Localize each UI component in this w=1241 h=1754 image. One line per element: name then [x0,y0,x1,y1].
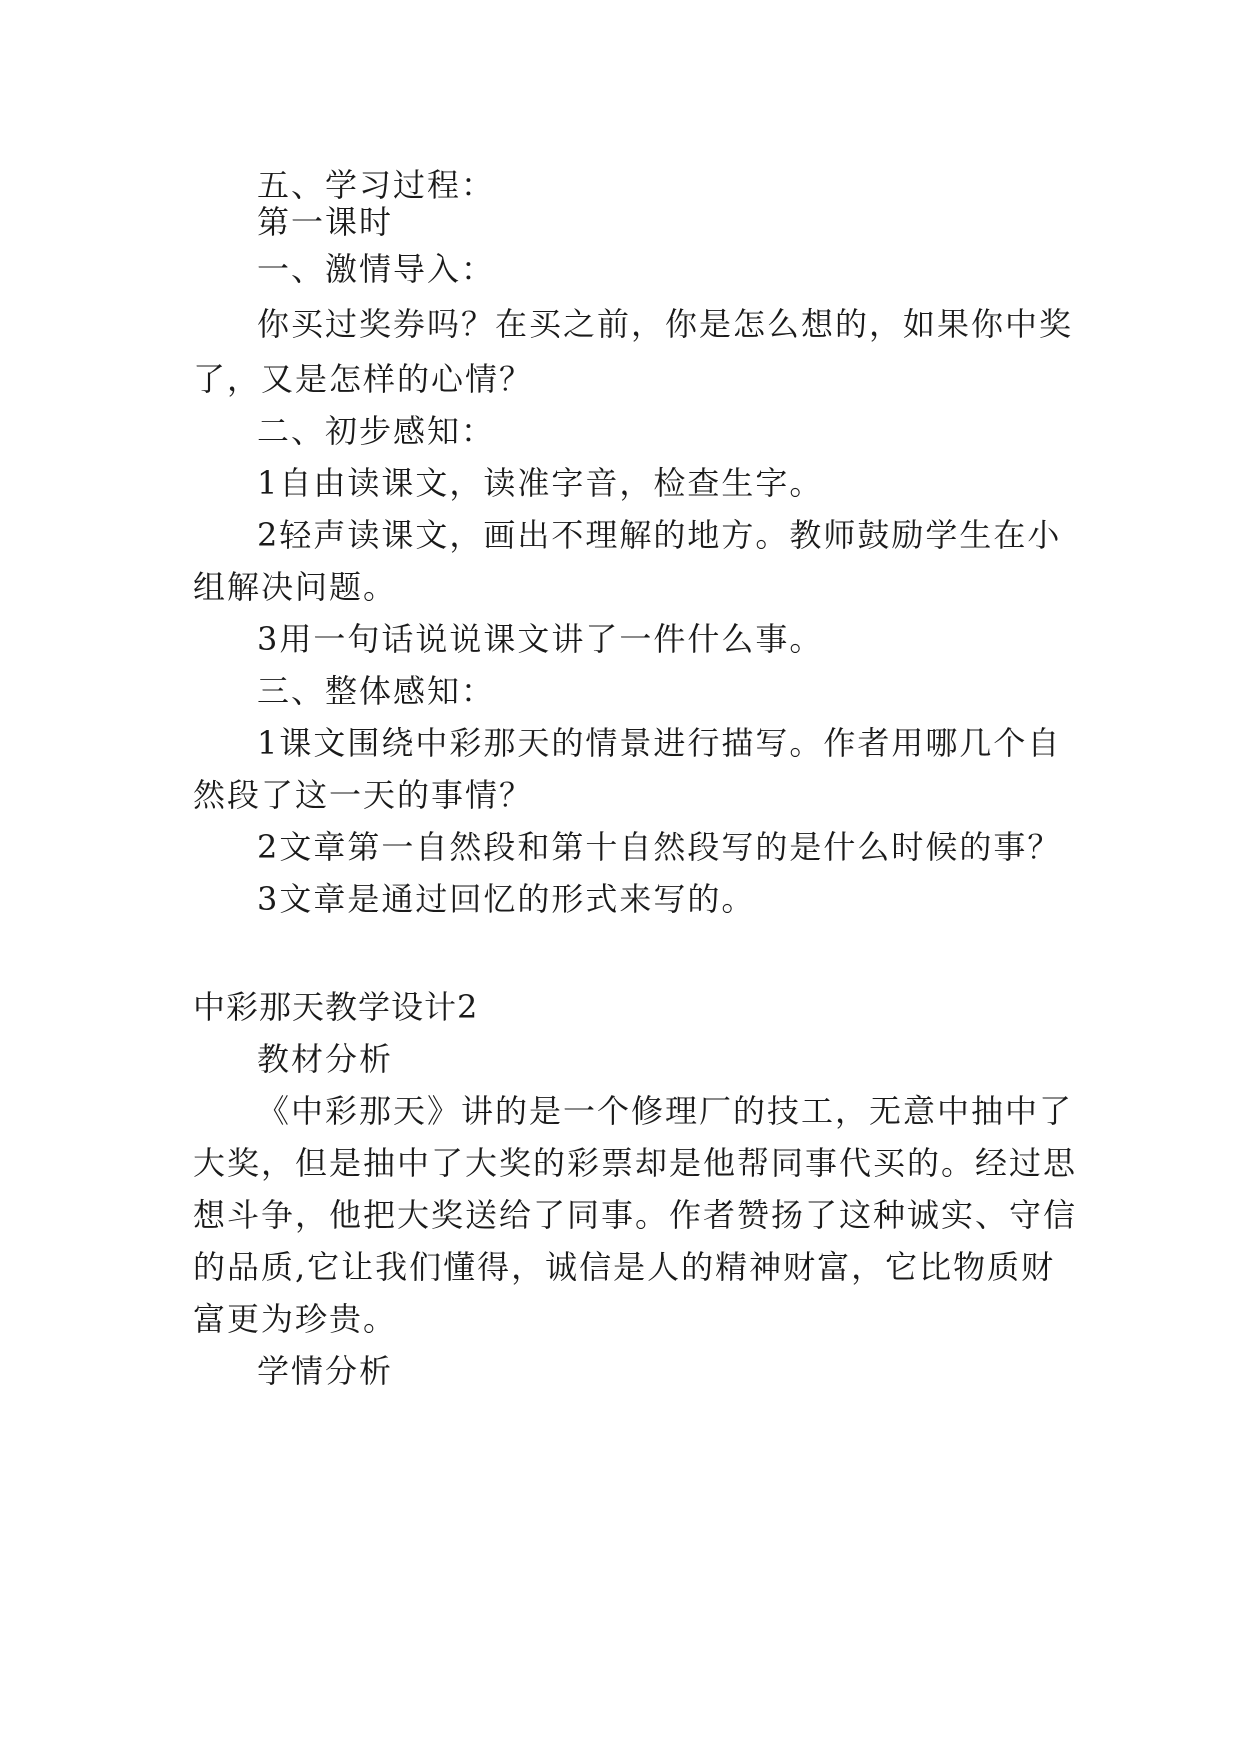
perceive-item-2-line-2: 组解决问题。 [193,568,398,606]
student-analysis-heading: 学情分析 [257,1352,394,1390]
textbook-paragraph-line-4: 的品质,它让我们懂得，诚信是人的精神财富，它比物质财 [193,1248,1056,1286]
perceive-heading: 二、初步感知： [257,412,496,450]
overall-item-2: 2文章第一自然段和第十自然段写的是什么时候的事？ [257,828,1062,866]
overall-item-1-line-1: 1课文围绕中彩那天的情景进行描写。作者用哪几个自 [257,724,1062,762]
overall-heading: 三、整体感知： [257,672,496,710]
textbook-paragraph-line-2: 大奖，但是抽中了大奖的彩票却是他帮同事代买的。经过思 [193,1144,1078,1182]
overall-item-3: 3文章是通过回忆的形式来写的。 [257,880,756,918]
design-2-title: 中彩那天教学设计2 [193,988,479,1026]
intro-paragraph-line-1: 你买过奖券吗？在买之前，你是怎么想的，如果你中奖 [257,305,1074,343]
textbook-paragraph-line-1: 《中彩那天》讲的是一个修理厂的技工，无意中抽中了 [257,1092,1074,1130]
intro-heading: 一、激情导入： [257,250,496,288]
overall-item-1-line-2: 然段了这一天的事情？ [193,776,534,814]
perceive-item-3: 3用一句话说说课文讲了一件什么事。 [257,620,824,658]
perceive-item-2-line-1: 2轻声读课文，画出不理解的地方。教师鼓励学生在小 [257,516,1062,554]
textbook-paragraph-line-3: 想斗争，他把大奖送给了同事。作者赞扬了这种诚实、守信 [193,1196,1078,1234]
textbook-paragraph-line-5: 富更为珍贵。 [193,1300,398,1338]
intro-paragraph-line-2: 了，又是怎样的心情？ [193,360,534,398]
textbook-analysis-heading: 教材分析 [257,1040,394,1078]
section-heading-learning-process: 五、学习过程： [257,166,496,204]
perceive-item-1: 1自由读课文，读准字音，检查生字。 [257,464,824,502]
lesson-label: 第一课时 [257,203,394,241]
